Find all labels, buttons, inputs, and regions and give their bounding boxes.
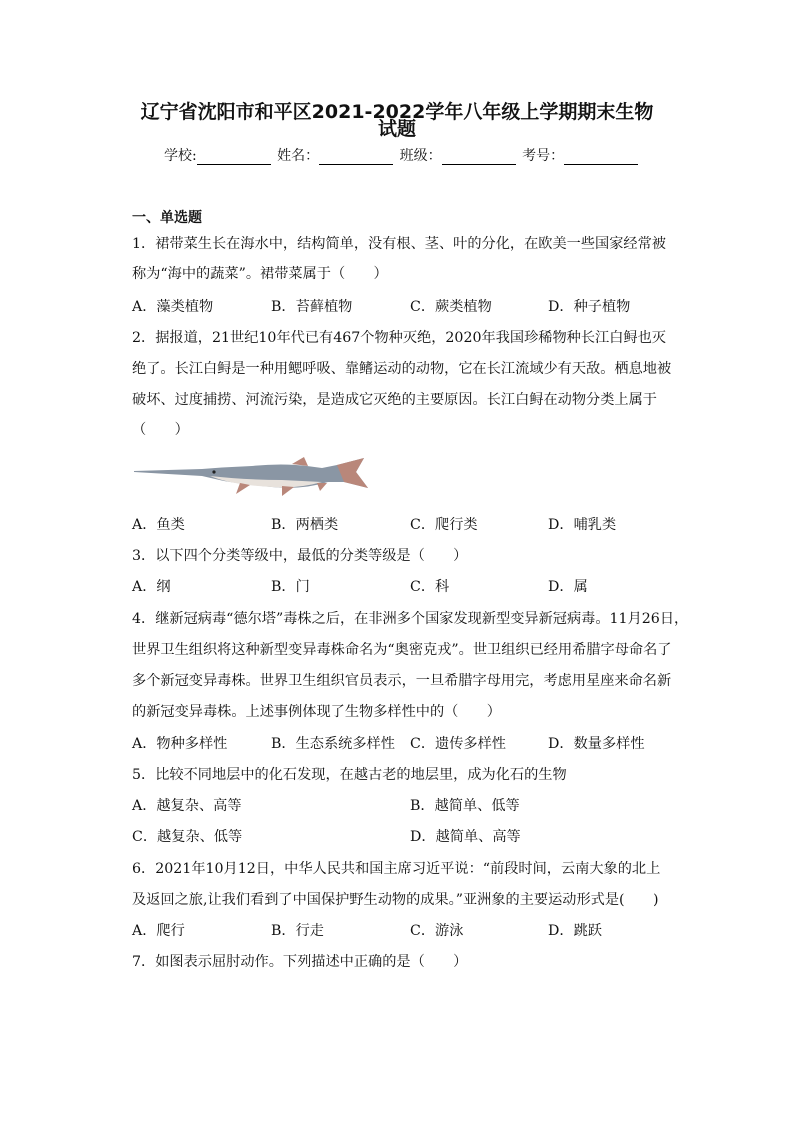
q1-option-b[interactable]: B．苔藓植物	[271, 299, 353, 315]
q4-option-b[interactable]: B．生态系统多样性	[271, 736, 395, 752]
q2-text-line: 绝了。长江白鲟是一种用鳃呼吸、靠鳍运动的动物，它在长江流域少有天敌。栖息地被	[132, 361, 672, 377]
class-blank[interactable]	[442, 150, 516, 165]
q2-option-c[interactable]: C．爬行类	[410, 517, 478, 533]
q6-option-b[interactable]: B．行走	[271, 923, 324, 939]
q2-option-d[interactable]: D．哺乳类	[548, 517, 617, 533]
q5-option-c[interactable]: C．越复杂、低等	[132, 829, 243, 845]
q3-option-a[interactable]: A．纲	[132, 579, 171, 595]
q6-option-d[interactable]: D．跳跃	[548, 923, 602, 939]
q1-text-line: 1．裙带菜生长在海水中，结构简单，没有根、茎、叶的分化，在欧美一些国家经常被	[132, 236, 666, 252]
q3-option-b[interactable]: B．门	[271, 579, 310, 595]
q5-option-b[interactable]: B．越简单、低等	[410, 798, 520, 814]
q4-text-line: 多个新冠变异毒株。世界卫生组织官员表示，一旦希腊字母用完，考虑用星座来命名新	[132, 673, 672, 689]
q4-option-d[interactable]: D．数量多样性	[548, 736, 645, 752]
q5-option-a[interactable]: A．越复杂、高等	[132, 798, 242, 814]
q7-text-line: 7．如图表示屈肘动作。下列描述中正确的是（ ）	[132, 954, 468, 970]
name-blank[interactable]	[319, 150, 393, 165]
q4-option-a[interactable]: A．物种多样性	[132, 736, 228, 752]
paddlefish-image	[132, 454, 368, 499]
section-heading: 一、单选题	[132, 210, 202, 226]
school-label: 学校:	[164, 148, 197, 164]
class-label: 班级：	[399, 148, 442, 164]
q3-text-line: 3．以下四个分类等级中，最低的分类等级是（ ）	[132, 548, 468, 564]
q2-text-line: 2．据报道，21世纪10年代已有467个物种灭绝，2020年我国珍稀物种长江白鲟也灭	[132, 330, 666, 346]
q4-text-line: 4．继新冠病毒“德尔塔”毒株之后，在非洲多个国家发现新型变异新冠病毒。11月26日，	[132, 611, 689, 627]
q3-option-d[interactable]: D．属	[548, 579, 588, 595]
student-info-row	[164, 145, 640, 165]
page-title-line2: 试题	[377, 118, 416, 140]
number-blank[interactable]	[564, 150, 638, 165]
q2-option-b[interactable]: B．两栖类	[271, 517, 339, 533]
q1-option-c[interactable]: C．蕨类植物	[410, 299, 492, 315]
q6-text-line: 及返回之旅,让我们看到了中国保护野生动物的成果。”亚洲象的主要运动形式是( )	[132, 892, 659, 908]
q4-text-line: 世界卫生组织将这种新型变异毒株命名为“奥密克戎”。世卫组织已经用希腊字母命名了	[132, 642, 672, 658]
q2-text-line: （ ）	[132, 422, 189, 438]
page-title: 辽宁省沈阳市和平区2021-2022学年八年级上学期期末生物	[140, 101, 654, 123]
q2-option-a[interactable]: A．鱼类	[132, 517, 185, 533]
q1-option-d[interactable]: D．种子植物	[548, 299, 631, 315]
q2-text-line: 破坏、过度捕捞、河流污染，是造成它灭绝的主要原因。长江白鲟在动物分类上属于	[132, 392, 657, 408]
number-label: 考号：	[522, 148, 565, 164]
q1-text-line: 称为“海中的蔬菜”。裙带菜属于（ ）	[132, 266, 388, 282]
q5-option-d[interactable]: D．越简单、高等	[410, 829, 521, 845]
q6-text-line: 6．2021年10月12日，中华人民共和国主席习近平说：“前段时间，云南大象的北上	[132, 861, 661, 877]
q5-text-line: 5．比较不同地层中的化石发现，在越古老的地层里，成为化石的生物	[132, 767, 567, 783]
q4-text-line: 的新冠变异毒株。上述事例体现了生物多样性中的（ ）	[132, 704, 501, 720]
school-blank[interactable]	[197, 150, 271, 165]
name-label: 姓名：	[277, 148, 320, 164]
q6-option-a[interactable]: A．爬行	[132, 923, 185, 939]
q3-option-c[interactable]: C．科	[410, 579, 450, 595]
q6-option-c[interactable]: C．游泳	[410, 923, 464, 939]
q4-option-c[interactable]: C．遗传多样性	[410, 736, 506, 752]
q1-option-a[interactable]: A．藻类植物	[132, 299, 214, 315]
